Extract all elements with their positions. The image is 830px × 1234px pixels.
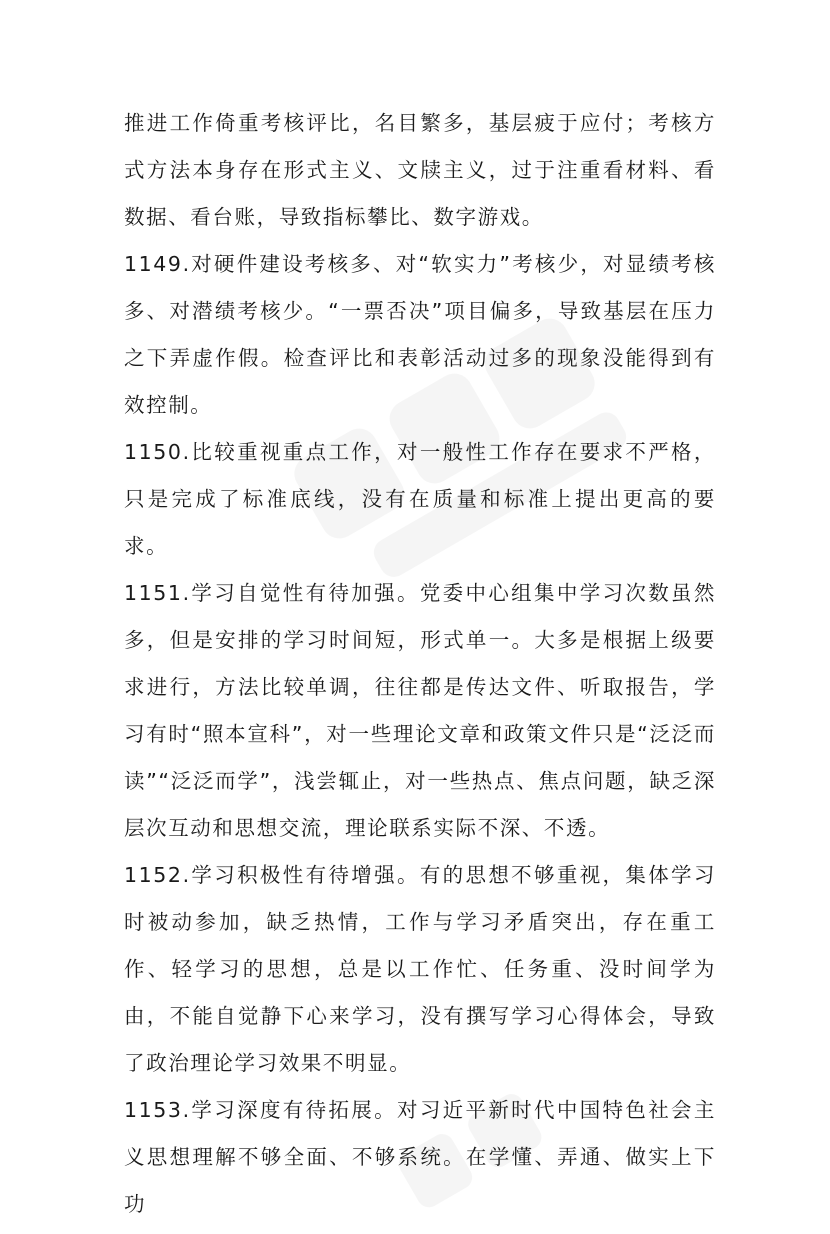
document-body — [124, 100, 716, 1228]
paragraph-1149: 1149.对硬件建设考核多、对“软实力”考核少，对显绩考核多、对潜绩考核少。“一票否决”项目偏多，导致基层在压力之下弄虚作假。检查评比和表彰活动过多的现象没能得到有效控制。 — [124, 252, 716, 417]
paragraph-1151: 1151.学习自觉性有待加强。党委中心组集中学习次数虽然多，但是安排的学习时间短，形式单一。大多是根据上级要求进行，方法比较单调，往往都是传达文件、听取报告，学习有时“照本宣科”，对一些理论文章和政策文件只是“泛泛而读”“泛泛而学”，浅尝辄止，对一些热点、焦点问题，缺乏深层次互动和思想交流，理论联系实际不深、不透。 — [124, 581, 716, 840]
paragraph-1153: 1153.学习深度有待拓展。对习近平新时代中国特色社会主义思想理解不够全面、不够系统。在学懂、弄通、做实上下功 — [124, 1098, 716, 1216]
paragraph-1150: 1150.比较重视重点工作，对一般性工作存在要求不严格，只是完成了标准底线，没有在质量和标准上提出更高的要求。 — [124, 440, 716, 558]
paragraph-1152: 1152.学习积极性有待增强。有的思想不够重视，集体学习时被动参加，缺乏热情，工作与学习矛盾突出，存在重工作、轻学习的思想，总是以工作忙、任务重、没时间学为由，不能自觉静下心来学习，没有撰写学习心得体会，导致了政治理论学习效果不明显。 — [124, 863, 716, 1075]
paragraph-continuation: 推进工作倚重考核评比，名目繁多，基层疲于应付；考核方式方法本身存在形式主义、文牍主义，过于注重看材料、看数据、看台账，导致指标攀比、数字游戏。 — [124, 111, 716, 229]
